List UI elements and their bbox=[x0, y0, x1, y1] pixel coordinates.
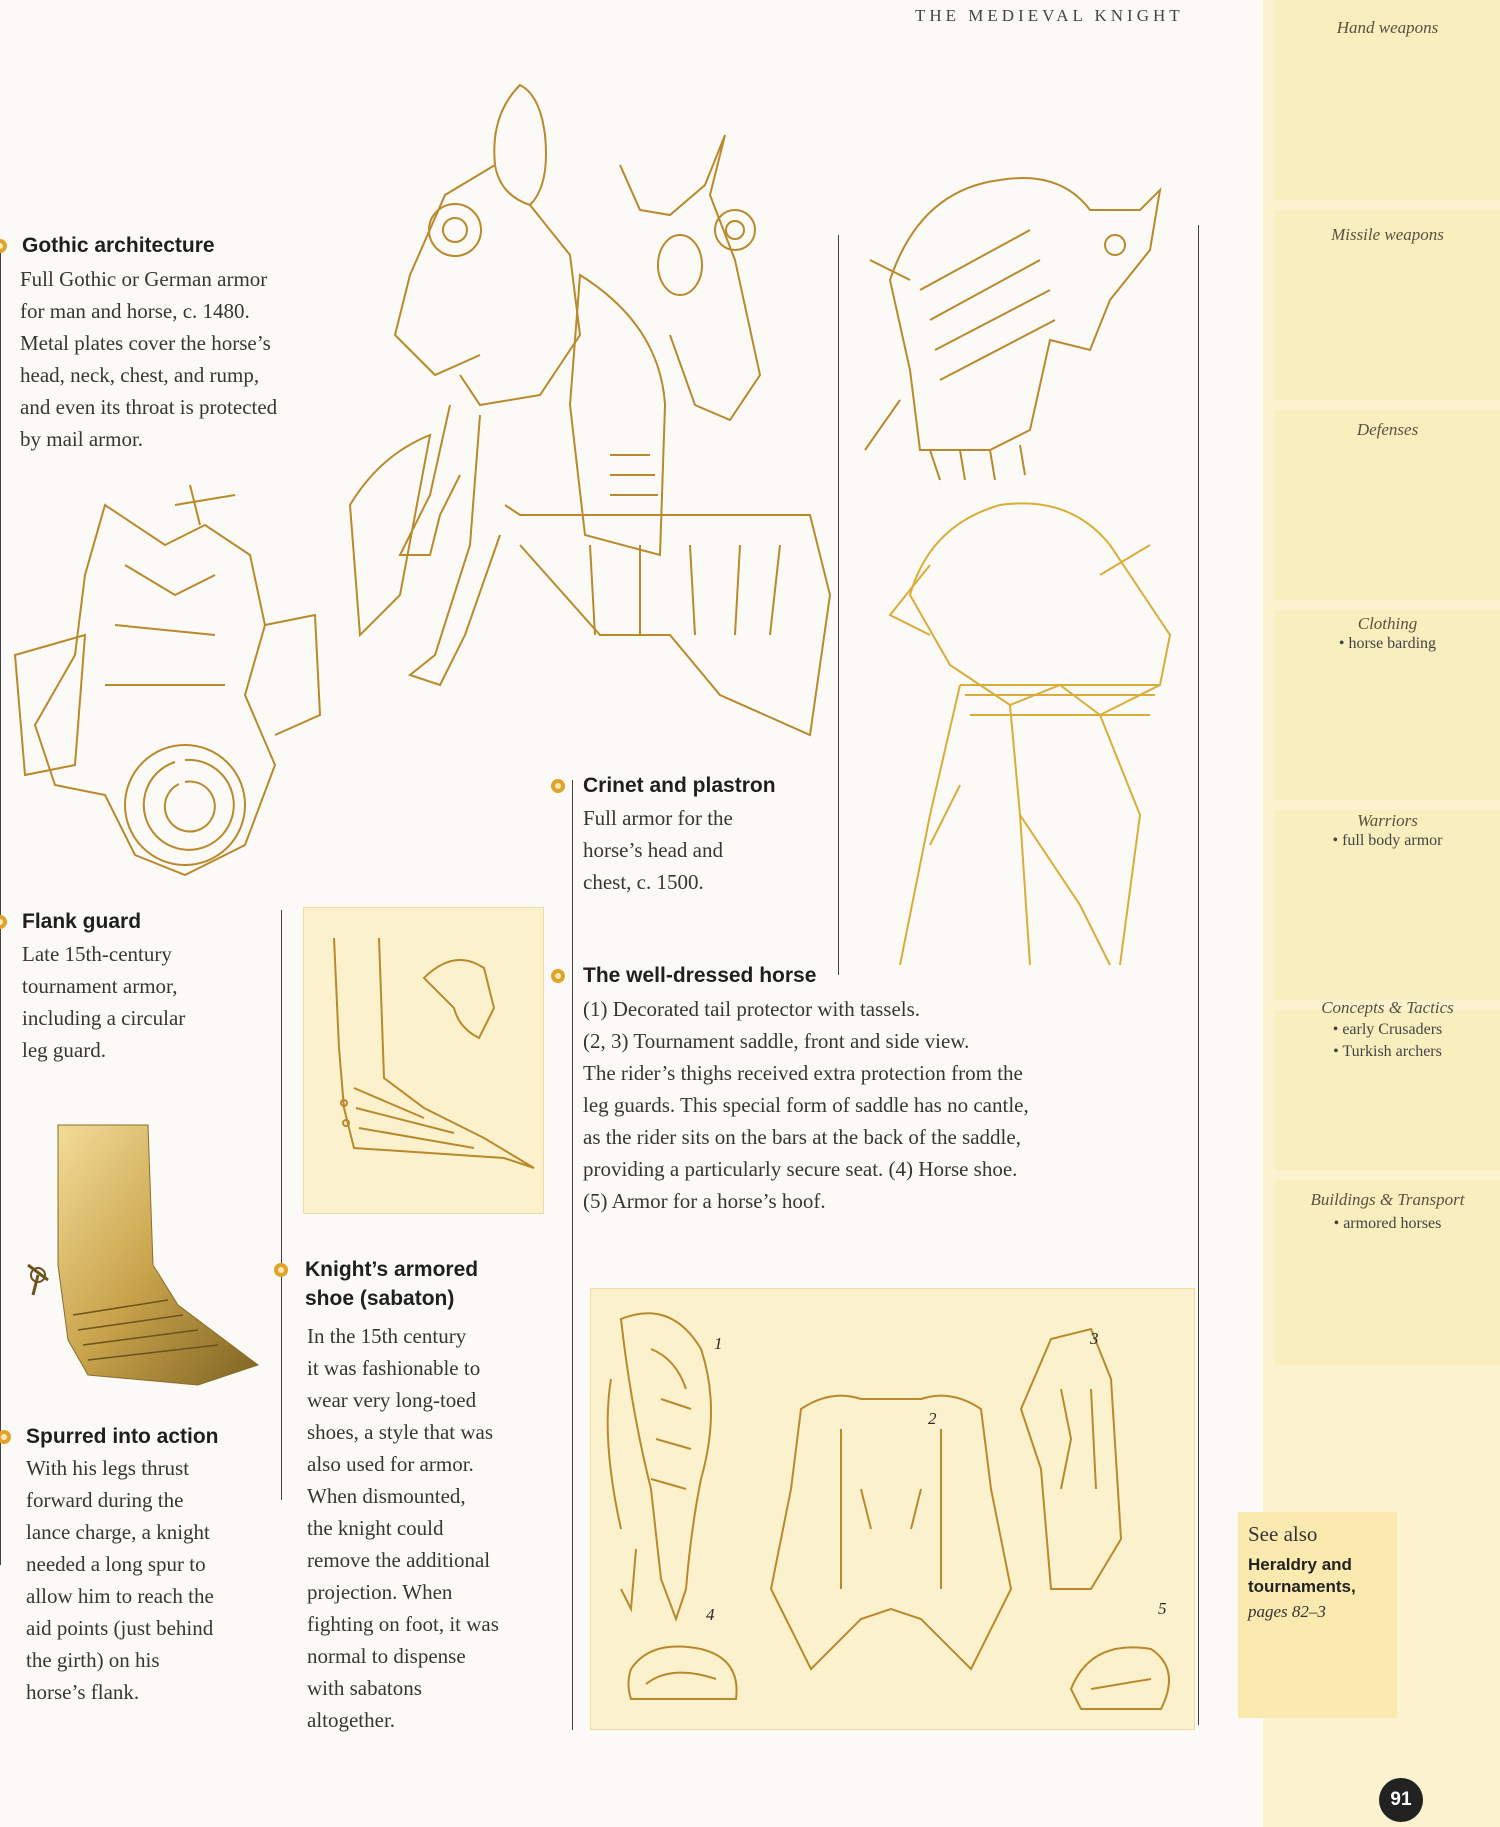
flank-caption-line: Late 15th-century bbox=[22, 942, 172, 966]
gothic-caption-line: Full Gothic or German armor bbox=[20, 267, 268, 291]
tab-title: Defenses bbox=[1356, 420, 1419, 439]
horse-caption-line: (1) Decorated tail protector with tassels. bbox=[583, 997, 921, 1021]
tab-title: Warriors bbox=[1357, 811, 1418, 830]
sabaton-caption-line: remove the additional bbox=[307, 1548, 491, 1572]
sabaton-line-illustration bbox=[304, 908, 543, 1213]
column-rule bbox=[1198, 225, 1199, 1725]
gothic-armor-knight-illustration bbox=[340, 75, 840, 755]
spurred-caption-line: the girth) on his bbox=[26, 1648, 160, 1672]
sidebar-tab-concepts-tactics[interactable] bbox=[1275, 998, 1500, 1170]
sabaton-heading-line: Knight’s armored bbox=[305, 1258, 479, 1281]
spurred-caption-line: lance charge, a knight bbox=[26, 1520, 210, 1544]
see-also-box[interactable] bbox=[1238, 1512, 1397, 1718]
spurred-caption-line: aid points (just behind bbox=[26, 1616, 214, 1640]
see-also-link[interactable]: Heraldry and tournaments, bbox=[1248, 1555, 1356, 1596]
sabaton-caption-line: normal to dispense bbox=[307, 1644, 466, 1668]
caption-bullet bbox=[274, 1263, 288, 1277]
sidebar-tab-buildings-transport[interactable] bbox=[1275, 1180, 1500, 1365]
tab-title: Hand weapons bbox=[1336, 18, 1439, 37]
spurred-caption-line: needed a long spur to bbox=[26, 1552, 206, 1576]
spurred-caption-line: allow him to reach the bbox=[26, 1584, 214, 1608]
gothic-caption-line: by mail armor. bbox=[20, 427, 144, 451]
sabaton-caption-line: shoes, a style that was bbox=[307, 1420, 494, 1444]
sabaton-caption-line: also used for armor. bbox=[307, 1452, 474, 1476]
running-head: THE MEDIEVAL KNIGHT bbox=[915, 6, 1184, 25]
tab-title: Missile weapons bbox=[1331, 225, 1444, 244]
page-number: 91 bbox=[1379, 1778, 1423, 1822]
gothic-caption-line: for man and horse, c. 1480. bbox=[20, 299, 250, 323]
tab-item: • Turkish archers bbox=[1333, 1043, 1442, 1060]
gothic-caption-line: Metal plates cover the horse’s bbox=[20, 331, 271, 355]
tab-item: • full body armor bbox=[1332, 832, 1443, 849]
crinet-plastron-light-illustration bbox=[870, 485, 1190, 975]
flank-guard-illustration bbox=[15, 485, 320, 890]
horse-caption-line: (5) Armor for a horse’s hoof. bbox=[583, 1189, 826, 1213]
sabaton-drawing-panel bbox=[303, 907, 544, 1214]
column-rule bbox=[0, 245, 1, 1565]
flank-caption-line: tournament armor, bbox=[22, 974, 178, 998]
crinet-plastron-heading: Crinet and plastron bbox=[583, 774, 776, 797]
horse-caption-line: The rider’s thighs received extra protection from the bbox=[583, 1061, 1023, 1085]
tab-title: Concepts & Tactics bbox=[1321, 998, 1454, 1017]
horse-caption-line: leg guards. This special form of saddle has no cantle, bbox=[583, 1093, 1029, 1117]
horse-caption-line: as the rider sits on the bars at the back of the saddle, bbox=[583, 1125, 1021, 1149]
tab-item: • horse barding bbox=[1338, 635, 1437, 652]
see-also-pages: pages 82–3 bbox=[1248, 1602, 1326, 1621]
see-also-label: See also bbox=[1248, 1522, 1318, 1546]
tab-title: Buildings & Transport bbox=[1310, 1190, 1465, 1209]
horse-caption-line: (2, 3) Tournament saddle, front and side view. bbox=[583, 1029, 970, 1053]
sabaton-caption-line: When dismounted, bbox=[307, 1484, 466, 1508]
caption-bullet bbox=[0, 239, 7, 253]
figure-label-5: 5 bbox=[1158, 1599, 1167, 1618]
tab-item: • early Crusaders bbox=[1332, 1021, 1443, 1038]
spurred-into-action-heading: Spurred into action bbox=[26, 1425, 219, 1448]
sabaton-caption-line: In the 15th century bbox=[307, 1324, 467, 1348]
crinet-caption-line: chest, c. 1500. bbox=[583, 870, 704, 894]
figure-label-1: 1 bbox=[714, 1334, 723, 1353]
sidebar-tab-hand-weapons[interactable] bbox=[1275, 0, 1500, 200]
sidebar-tab-missile-weapons[interactable] bbox=[1275, 210, 1500, 400]
tab-item: • armored horses bbox=[1333, 1215, 1442, 1232]
figure-label-3: 3 bbox=[1090, 1329, 1099, 1348]
sabaton-caption-line: with sabatons bbox=[307, 1676, 422, 1700]
sabaton-caption-line: fighting on foot, it was bbox=[307, 1612, 499, 1636]
crinet-plastron-dark-illustration bbox=[860, 150, 1170, 490]
gothic-architecture-heading: Gothic architecture bbox=[22, 234, 215, 257]
crinet-caption-line: Full armor for the bbox=[583, 806, 733, 830]
flank-caption-line: including a circular bbox=[22, 1006, 186, 1030]
flank-caption-line: leg guard. bbox=[22, 1038, 106, 1062]
gothic-caption-line: and even its throat is protected bbox=[20, 395, 278, 419]
sabaton-caption-line: it was fashionable to bbox=[307, 1356, 481, 1380]
sidebar-tab-clothing[interactable] bbox=[1275, 610, 1500, 800]
spurred-caption-line: forward during the bbox=[26, 1488, 184, 1512]
flank-guard-heading: Flank guard bbox=[22, 910, 142, 933]
horse-caption-line: providing a particularly secure seat. (4) Horse shoe. bbox=[583, 1157, 1018, 1181]
caption-bullet bbox=[0, 1430, 11, 1444]
caption-bullet bbox=[0, 915, 7, 929]
spurred-caption-line: horse’s flank. bbox=[26, 1680, 140, 1704]
caption-bullet bbox=[551, 969, 565, 983]
column-rule bbox=[281, 910, 282, 1500]
well-dressed-horse-heading: The well-dressed horse bbox=[583, 964, 817, 987]
column-rule bbox=[572, 780, 573, 1730]
figure-label-2: 2 bbox=[928, 1409, 937, 1428]
horse-equipment-illustration bbox=[591, 1289, 1194, 1729]
figure-label-4: 4 bbox=[706, 1605, 715, 1624]
sidebar-tab-defenses[interactable] bbox=[1275, 410, 1500, 600]
gothic-caption-line: head, neck, chest, and rump, bbox=[20, 363, 260, 387]
crinet-caption-line: horse’s head and bbox=[583, 838, 723, 862]
sabaton-caption-line: projection. When bbox=[307, 1580, 453, 1604]
tab-title: Clothing bbox=[1357, 614, 1418, 633]
sabaton-caption-line: the knight could bbox=[307, 1516, 444, 1540]
sabaton-heading-line: shoe (sabaton) bbox=[305, 1287, 455, 1310]
horse-equipment-panel bbox=[590, 1288, 1195, 1730]
caption-bullet bbox=[551, 779, 565, 793]
sidebar-tab-warriors[interactable] bbox=[1275, 810, 1500, 1000]
spurred-caption-line: With his legs thrust bbox=[26, 1456, 190, 1480]
sabaton-photo-illustration bbox=[28, 1125, 268, 1410]
sabaton-caption-line: altogether. bbox=[307, 1708, 396, 1732]
sabaton-caption-line: wear very long-toed bbox=[307, 1388, 477, 1412]
